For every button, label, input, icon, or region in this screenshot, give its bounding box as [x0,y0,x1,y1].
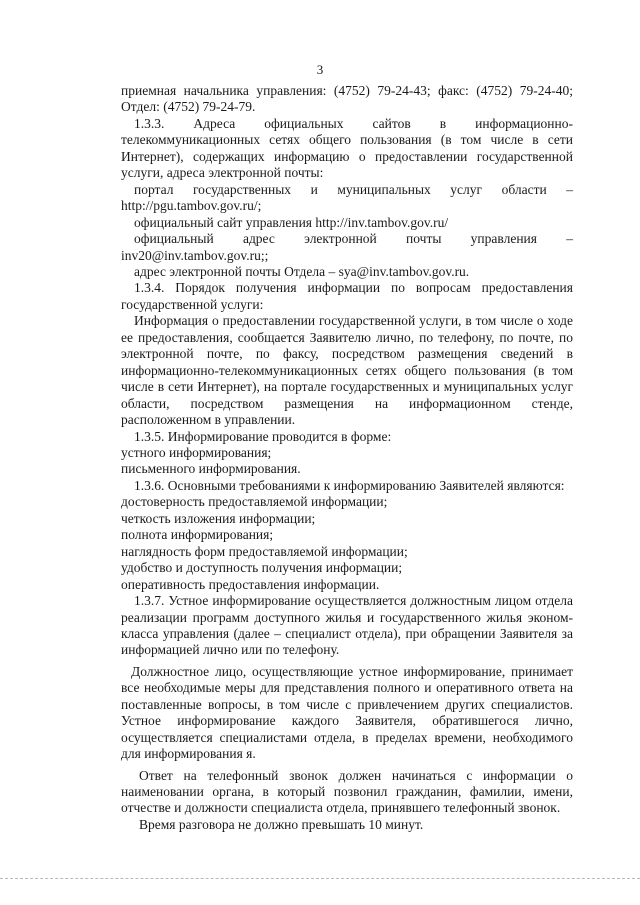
list-item-completeness: полнота информирования; [121,527,274,543]
list-item-visibility: наглядность форм предоставляемой информации; [121,543,408,559]
paragraph-call-duration: Время разговора не должно превышать 10 минут. [139,816,424,832]
scan-edge-line [0,878,640,879]
list-item-written: письменного информирования. [121,461,301,477]
paragraph-official-duties: Должностное лицо, осуществляющие устное информирование, принимает все необходимые меры для представления полного и оперативного ответа на поставленные вопросы, в том числе с привлечением других специалистов. Устное информирование каждого Заявителя, обратившегося лично, осуществляется специалистами отдела, в пределах времени, необходимого для информирования я. [121,663,573,762]
page-number: 3 [316,62,324,77]
list-item-convenience: удобство и доступность получения информации; [121,560,403,576]
paragraph-official-site: официальный сайт управления http://inv.tambov.gov.ru/ [134,214,449,230]
paragraph-1-3-5: 1.3.5. Информирование проводится в форме: [134,428,392,444]
paragraph-1-3-4: 1.3.4. Порядок получения информации по вопросам предоставления государственной услуги: [121,280,573,312]
paragraph-official-email: официальный адрес электронной почты управления – inv20@inv.tambov.gov.ru;; [121,231,573,263]
paragraph-1-3-6: 1.3.6. Основными требованиями к информированию Заявителей являются: [134,477,565,493]
list-item-reliability: достоверность предоставляемой информации; [121,494,388,510]
list-item-clarity: четкость изложения информации; [121,510,316,526]
list-item-efficiency: оперативность предоставления информации. [121,576,380,592]
paragraph-department-email: адрес электронной почты Отдела – sya@inv.tambov.gov.ru. [134,263,470,279]
paragraph-portal-address: портал государственных и муниципальных услуг области – http://pgu.tambov.gov.ru/; [121,181,573,214]
document-body [121,83,573,833]
paragraph-phones: приемная начальника управления: (4752) 79-24-43; факс: (4752) 79-24-40; Отдел: (4752) 79-24-79. [121,83,573,115]
paragraph-1-3-3: 1.3.3. Адреса официальных сайтов в информационно-телекоммуникационных сетях общего пользования (в том числе в сети Интернет), содержащих информацию о предоставлении государственной услуги, адреса электронной почты: [121,115,573,181]
list-item-oral: устного информирования; [121,444,272,460]
paragraph-1-3-7: 1.3.7. Устное информирование осуществляется должностным лицом отдела реализации программ доступного жилья и государственного жилья эконом-класса управления (далее – специалист отдела), при обращении Заявителя за информацией лично или по телефону. [121,593,573,658]
paragraph-information-ways: Информация о предоставлении государственной услуги, в том числе о ходе ее предоставления, сообщается Заявителю лично, по телефону, по почте, по электронной почте, по факсу, посредством размещения сведений в информационно-телекоммуникационных сетях общего пользования (в том числе в сети Интернет), на портале государственных и муниципальных услуг области, посредством размещения на информационном стенде, расположенном в управлении. [121,313,573,428]
paragraph-phone-answer: Ответ на телефонный звонок должен начинаться с информации о наименовании органа, в который позвонил гражданин, фамилии, имени, отчестве и должности специалиста отдела, принявшего телефонный звонок. [121,767,573,816]
